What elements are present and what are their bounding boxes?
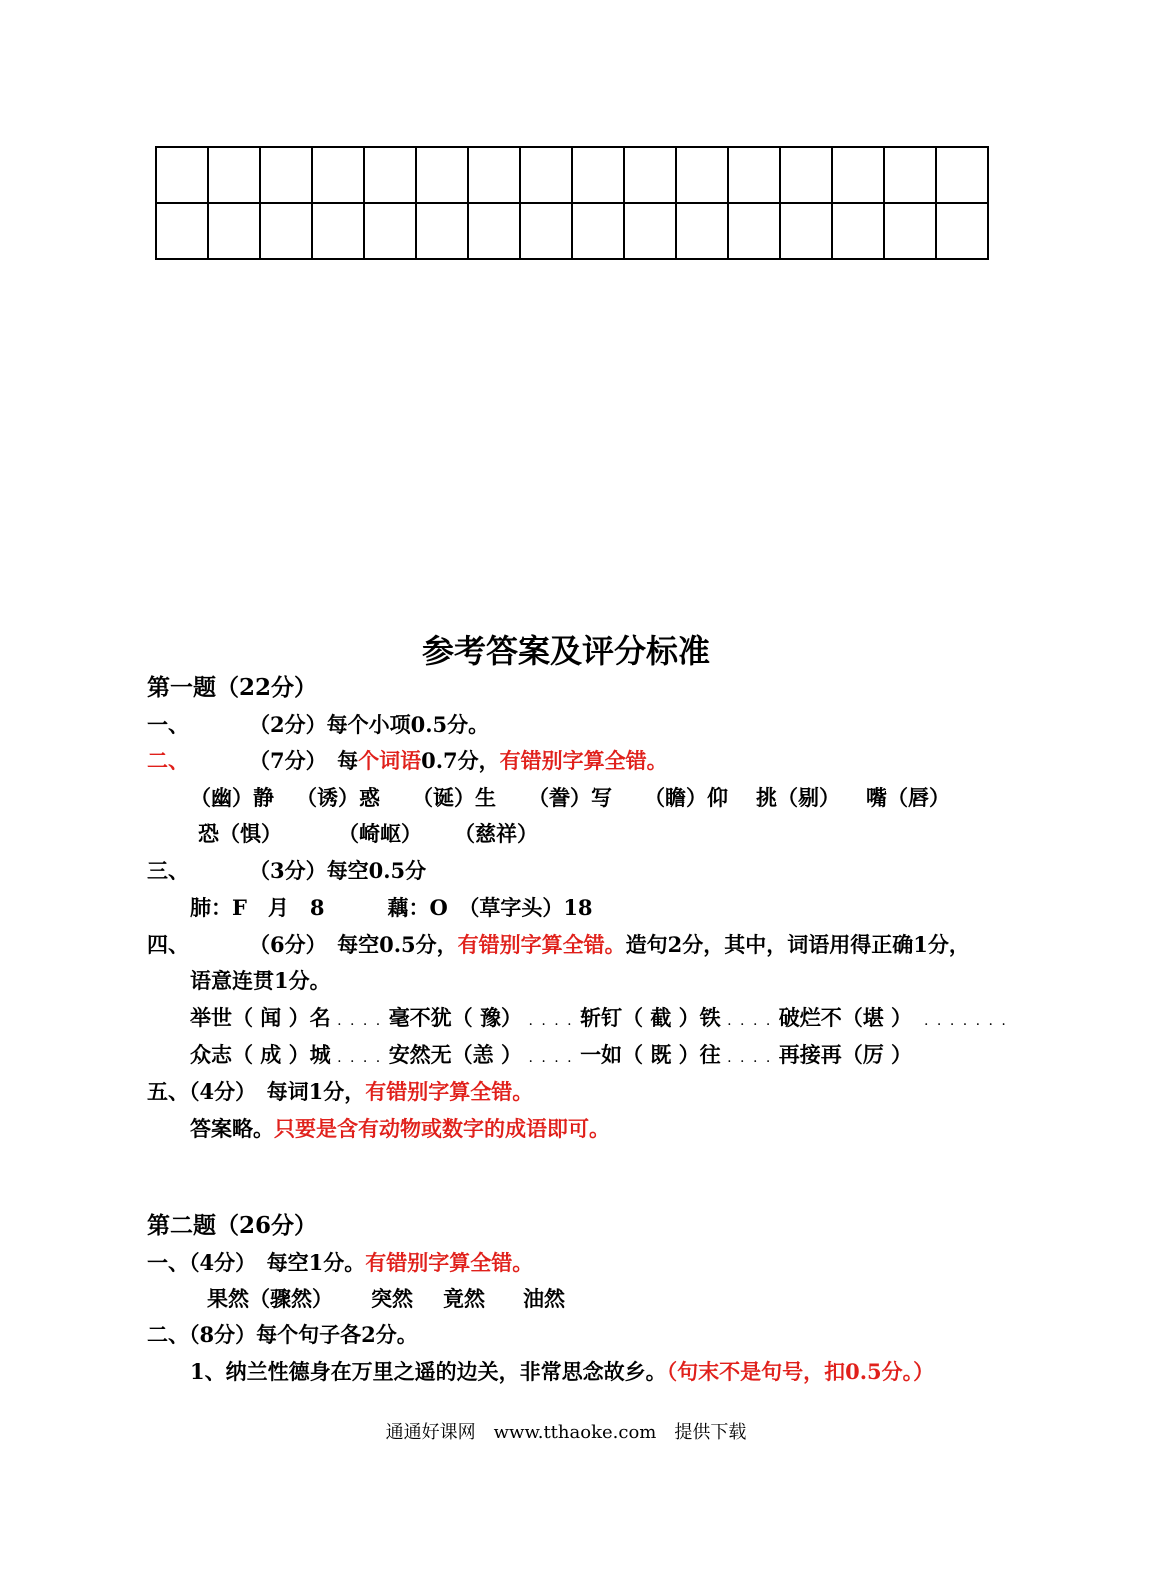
s1-q2-num: 二、 xyxy=(147,748,189,773)
grid-row xyxy=(156,203,988,259)
s1-q3-num: 三、 xyxy=(147,858,189,883)
word: 挑（剔） xyxy=(756,785,840,810)
word: （幽）静 xyxy=(190,785,274,810)
s1-q4 xyxy=(147,931,970,959)
s1-q4-cont: 语意连贯1分。 xyxy=(190,968,331,993)
grid-cell xyxy=(468,203,520,259)
s1-q1-text: （2分）每个小项0.5分。 xyxy=(249,712,490,737)
s2-q1-red: 有错别字算全错。 xyxy=(365,1250,534,1275)
idiom: 再接再（厉 ） xyxy=(778,1042,913,1067)
s1-q3 xyxy=(147,857,426,885)
s1-q2-mid: 0.7分， xyxy=(421,748,500,773)
s1-q5-ans-pre: 答案略。 xyxy=(190,1116,274,1141)
s1-q2 xyxy=(147,747,668,775)
s1-q5-answer xyxy=(190,1115,610,1143)
s1-q5 xyxy=(147,1078,533,1106)
grid-cell xyxy=(936,147,988,203)
word: （瞻）仰 xyxy=(644,785,728,810)
grid-cell xyxy=(468,147,520,203)
grid-cell xyxy=(260,203,312,259)
word: 竟然 xyxy=(443,1286,485,1311)
grid-cell xyxy=(156,203,208,259)
s2-q1-words xyxy=(207,1285,565,1313)
grid-cell xyxy=(884,147,936,203)
grid-cell xyxy=(676,147,728,203)
s2-q1 xyxy=(147,1249,533,1277)
s1-q5-ans-red: 只要是含有动物或数字的成语即可。 xyxy=(274,1116,610,1141)
writing-grid xyxy=(155,146,989,260)
s1-q3-answer: 肺：F 月 8 藕：O （草字头）18 xyxy=(190,895,593,920)
grid-cell xyxy=(624,147,676,203)
s1-q2-red2: 有错别字算全错。 xyxy=(499,748,668,773)
grid-row xyxy=(156,147,988,203)
grid-cell xyxy=(676,203,728,259)
word: （诱）惑 xyxy=(296,785,380,810)
word: （慈祥） xyxy=(454,821,538,846)
s1-q3-text: （3分）每空0.5分 xyxy=(249,858,427,883)
idiom: 举世（ 闻 ）名 xyxy=(190,1005,331,1030)
grid-cell xyxy=(312,203,364,259)
word: 突然 xyxy=(371,1286,413,1311)
s1-q2-words-row2 xyxy=(198,820,538,848)
s1-q4-num: 四、 xyxy=(147,932,189,957)
s2-q2-s1-red: （句末不是句号，扣0.5分。） xyxy=(666,1359,935,1384)
idiom: 一如（ 既 ）往 xyxy=(580,1042,721,1067)
s1-q1 xyxy=(147,711,489,739)
grid-cell xyxy=(572,147,624,203)
grid-cell xyxy=(312,147,364,203)
s2-q2-s1-pre: 1、纳兰性德身在万里之遥的边关，非常思念故乡。 xyxy=(190,1359,667,1384)
word: 嘴（唇） xyxy=(866,785,950,810)
s1-q5-red: 有错别字算全错。 xyxy=(365,1079,534,1104)
idiom: 安然无（恙 ） xyxy=(388,1042,522,1067)
s1-q5-pre: 五、（4分） 每词1分， xyxy=(147,1079,366,1104)
grid-cell xyxy=(416,203,468,259)
section2-heading: 第二题（26分） xyxy=(147,1212,318,1239)
grid-cell xyxy=(416,147,468,203)
grid-cell xyxy=(624,203,676,259)
idiom: 斩钉（ 截 ）铁 xyxy=(580,1005,721,1030)
grid-cell xyxy=(208,147,260,203)
word: （崎岖） xyxy=(338,821,422,846)
section1-heading: 第一题（22分） xyxy=(147,674,318,701)
idiom: 众志（ 成 ）城 xyxy=(190,1042,331,1067)
s1-q4-pre: （6分） 每空0.5分， xyxy=(249,932,458,957)
grid-cell xyxy=(208,203,260,259)
s1-q1-num: 一、 xyxy=(147,712,189,737)
s2-q1-pre: 一、（4分） 每空1分。 xyxy=(147,1250,366,1275)
s1-q4-post: 造句2分，其中，词语用得正确1分， xyxy=(625,932,970,957)
grid-cell xyxy=(780,203,832,259)
grid-cell xyxy=(260,147,312,203)
s1-q2-pre: （7分） 每 xyxy=(249,748,359,773)
idiom: 毫不犹（ 豫） xyxy=(388,1005,522,1030)
grid-cell xyxy=(936,203,988,259)
word: （誊）写 xyxy=(528,785,612,810)
idiom: 破烂不（堪 ） xyxy=(778,1005,902,1030)
grid-cell xyxy=(572,203,624,259)
s1-q2-words-row1 xyxy=(190,784,950,812)
grid-cell xyxy=(780,147,832,203)
grid-cell xyxy=(520,203,572,259)
word: （诞）生 xyxy=(412,785,496,810)
s1-q2-red: 个词语 xyxy=(358,748,422,773)
s1-q4-red: 有错别字算全错。 xyxy=(457,932,626,957)
footer-credit: 通通好课网 www.tthaoke.com 提供下载 xyxy=(385,1422,747,1443)
grid-cell xyxy=(520,147,572,203)
s2-q2-s1 xyxy=(190,1358,934,1386)
grid-cell xyxy=(832,203,884,259)
grid-cell xyxy=(364,203,416,259)
grid-cell xyxy=(832,147,884,203)
grid-cell xyxy=(728,147,780,203)
grid-cell xyxy=(884,203,936,259)
grid-cell xyxy=(728,203,780,259)
word: 果然（骤然） xyxy=(207,1286,333,1311)
word: 恐（惧） xyxy=(198,821,282,846)
s1-q4-row1: 举世（ 闻 ）名 . . . . 毫不犹（ 豫） . . . . 斩钉（ 截 ）铁 . . . . 破烂不（堪 ） . . . . . . . xyxy=(190,1005,1008,1030)
grid-cell xyxy=(364,147,416,203)
word: 油然 xyxy=(523,1286,565,1311)
s2-q2: 二、（8分）每个句子各2分。 xyxy=(147,1322,418,1347)
page-title: 参考答案及评分标准 xyxy=(421,632,710,670)
s1-q4-row2: 众志（ 成 ）城 . . . . 安然无（恙 ） . . . . 一如（ 既 ）往 . . . . 再接再（厉 ） xyxy=(190,1042,913,1067)
grid-cell xyxy=(156,147,208,203)
